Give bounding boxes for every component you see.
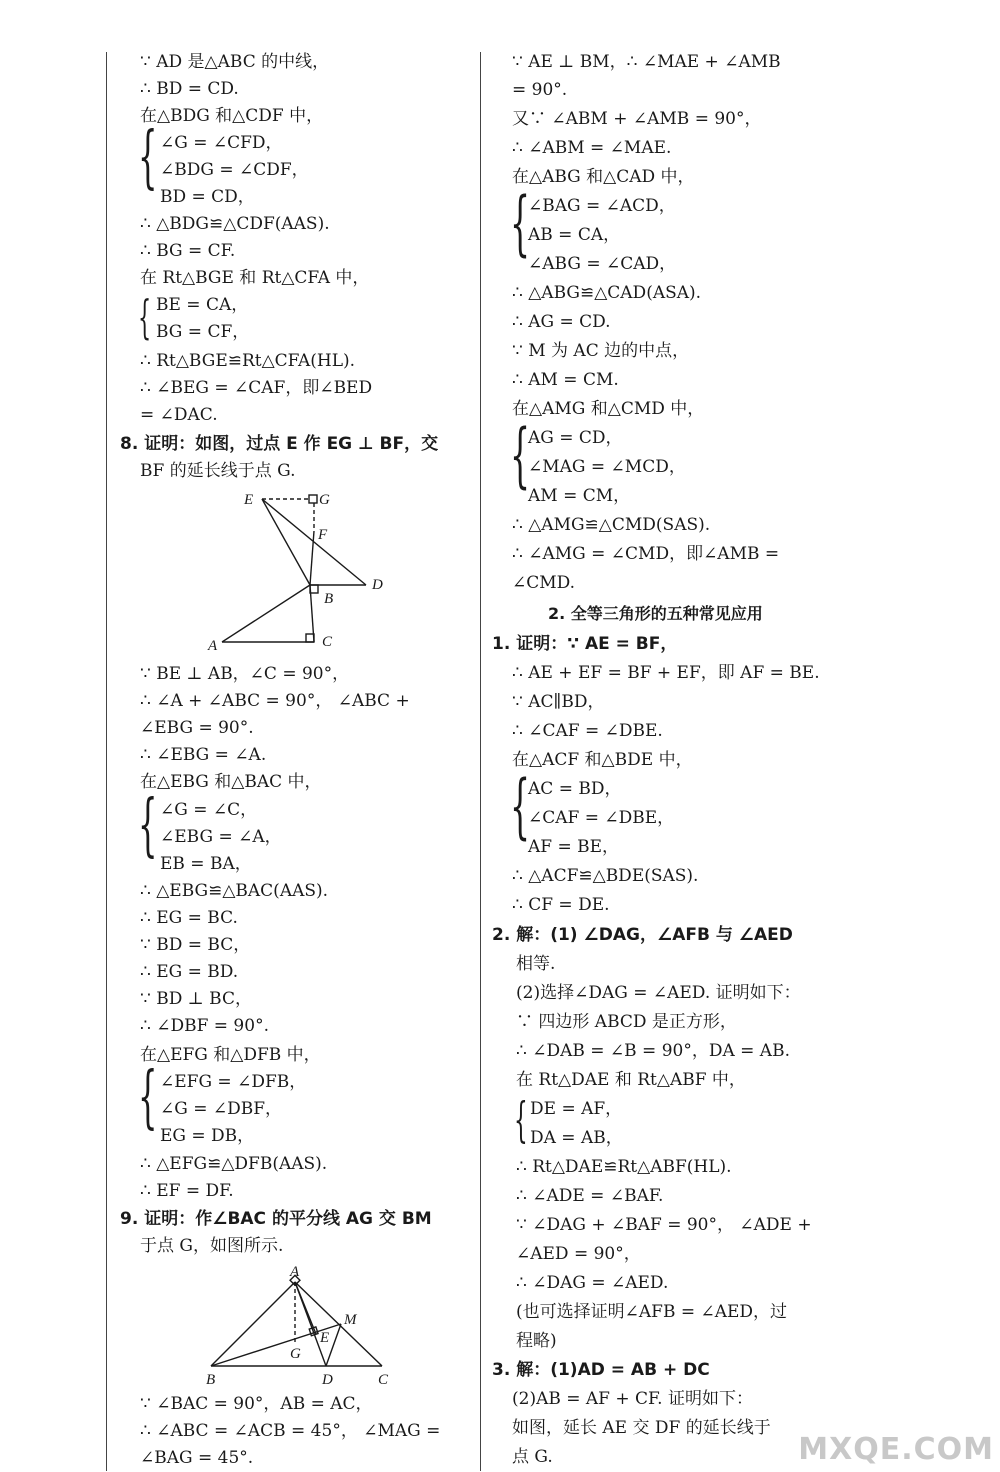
text-line: (2)AB = AF + CF. 证明如下： xyxy=(512,1389,753,1409)
fig9-label-C: C xyxy=(378,1372,389,1388)
text-line: ∵ M 为 AC 边的中点， xyxy=(512,341,690,361)
text-line: 又∵ ∠ABM + ∠AMB = 90°， xyxy=(512,109,762,129)
text-line: ∠BAG = 45°. xyxy=(140,1448,254,1468)
text-line: ∴ BD = CD. xyxy=(140,79,239,99)
text-line: DA = AB， xyxy=(530,1128,623,1148)
fig8-label-A: A xyxy=(208,638,218,654)
text-line: ∴ ∠AMG = ∠CMD，即∠AMB = xyxy=(512,544,780,564)
figure-9-diagram xyxy=(196,1262,406,1392)
text-line: ∠BAG = ∠ACD， xyxy=(528,196,676,216)
system-brace: { xyxy=(138,118,158,197)
text-line: 在△EFG 和△DFB 中， xyxy=(140,1045,321,1065)
system-brace: { xyxy=(514,1092,528,1148)
text-line: BF 的延长线于点 G. xyxy=(140,461,296,481)
text-line: ∴ Rt△BGE≌Rt△CFA(HL). xyxy=(140,351,356,371)
text-line: ∴ ∠CAF = ∠DBE. xyxy=(512,721,663,741)
text-line: ∴ △EBG≌△BAC(AAS). xyxy=(140,881,329,901)
fig8-label-C: C xyxy=(322,634,333,650)
text-line: ∠AED = 90°， xyxy=(516,1244,641,1264)
text-line: 在 Rt△DAE 和 Rt△ABF 中， xyxy=(516,1070,746,1090)
text-line: ∴ ∠DAG = ∠AED. xyxy=(516,1273,669,1293)
text-line: ∴ △ACF≌△BDE(SAS). xyxy=(512,866,699,886)
problem-1-heading: 1. 证明：∵ AE = BF， xyxy=(492,634,678,654)
system-brace: { xyxy=(138,786,158,865)
text-line: ∠CMD. xyxy=(512,573,576,593)
text-line: 在△ACF 和△BDE 中， xyxy=(512,750,693,770)
text-line: ∴ AE + EF = BF + EF，即 AF = BE. xyxy=(512,663,820,683)
text-line: ∵ BD = BC， xyxy=(140,935,251,955)
watermark-logo: MXQE.COM xyxy=(798,1432,994,1467)
fig9-label-M: M xyxy=(344,1312,357,1328)
text-line: 点 G. xyxy=(512,1447,553,1467)
text-line: ∴ AM = CM. xyxy=(512,370,619,390)
text-line: ∠BDG = ∠CDF， xyxy=(160,160,309,180)
text-line: ∴ ∠EBG = ∠A. xyxy=(140,745,267,765)
text-line: ∠G = ∠CFD， xyxy=(160,133,283,153)
fig8-label-D: D xyxy=(372,577,383,593)
text-line: ∴ △AMG≌△CMD(SAS). xyxy=(512,515,711,535)
text-line: DE = AF， xyxy=(530,1099,623,1119)
text-line: ∴ EF = DF. xyxy=(140,1181,234,1201)
text-line: (也可选择证明∠AFB = ∠AED，过 xyxy=(516,1302,788,1322)
fig9-label-B: B xyxy=(206,1372,216,1388)
fig8-label-E: E xyxy=(244,492,254,508)
text-line: ∴ △ABG≌△CAD(ASA). xyxy=(512,283,702,303)
text-line: ∠EFG = ∠DFB， xyxy=(160,1072,307,1092)
text-line: ∠CAF = ∠DBE， xyxy=(528,808,675,828)
fig9-label-A: A xyxy=(290,1264,300,1280)
text-line: ∵ AE ⊥ BM，∴ ∠MAE + ∠AMB xyxy=(512,52,781,72)
text-line: = 90°. xyxy=(512,80,568,100)
text-line: (2)选择∠DAG = ∠AED. 证明如下： xyxy=(516,983,801,1003)
system-brace: { xyxy=(510,765,531,847)
text-line: ∠G = ∠DBF， xyxy=(160,1099,283,1119)
text-line: 在△ABG 和△CAD 中， xyxy=(512,167,695,187)
text-line: ∴ ∠DAB = ∠B = 90°，DA = AB. xyxy=(516,1041,790,1061)
text-line: AF = BE， xyxy=(528,837,620,857)
text-line: 在△AMG 和△CMD 中， xyxy=(512,399,705,419)
fig9-label-D: D xyxy=(322,1372,333,1388)
text-line: 如图，延长 AE 交 DF 的延长线于 xyxy=(512,1418,771,1438)
text-line: AG = CD， xyxy=(528,428,623,448)
system-brace: { xyxy=(138,290,152,344)
text-line: ∴ EG = BC. xyxy=(140,908,238,928)
text-line: AM = CM， xyxy=(528,486,631,506)
text-line: ∵ AD 是△ABC 的中线， xyxy=(140,52,330,72)
text-line: ∠MAG = ∠MCD， xyxy=(528,457,686,477)
text-line: BE = CA， xyxy=(156,295,249,315)
text-line: ∵ BE ⊥ AB，∠C = 90°， xyxy=(140,664,350,684)
text-line: 在△EBG 和△BAC 中， xyxy=(140,772,322,792)
text-line: ∴ AG = CD. xyxy=(512,312,611,332)
text-line: BG = CF， xyxy=(156,322,250,342)
system-brace: { xyxy=(510,182,531,264)
text-line: ∠ABG = ∠CAD， xyxy=(528,254,677,274)
column-divider-middle xyxy=(480,52,481,1471)
text-line: ∴ △BDG≌△CDF(AAS). xyxy=(140,214,330,234)
text-line: 相等. xyxy=(516,954,556,974)
text-line: AB = CA， xyxy=(528,225,621,245)
text-line: EG = DB， xyxy=(160,1126,255,1146)
text-line: = ∠DAC. xyxy=(140,405,218,425)
text-line: 在△BDG 和△CDF 中， xyxy=(140,106,324,126)
fig8-label-B: B xyxy=(324,591,334,607)
fig8-label-F: F xyxy=(318,527,328,543)
text-line: ∴ ∠BEG = ∠CAF，即∠BED xyxy=(140,378,373,398)
text-line: ∵ AC∥BD， xyxy=(512,692,605,712)
text-line: ∴ BG = CF. xyxy=(140,241,236,261)
section-heading: 2. 全等三角形的五种常见应用 xyxy=(548,604,763,623)
text-line: EB = BA， xyxy=(160,854,252,874)
text-line: ∴ ∠ABM = ∠MAE. xyxy=(512,138,672,158)
text-line: ∴ CF = DE. xyxy=(512,895,610,915)
problem-3-heading: 3. 解：(1)AD = AB + DC xyxy=(492,1360,710,1380)
system-brace: { xyxy=(138,1058,158,1137)
text-line: ∵ BD ⊥ BC， xyxy=(140,989,252,1009)
text-line: ∵ ∠DAG + ∠BAF = 90°， ∠ADE + xyxy=(516,1215,812,1235)
text-line: ∠EBG = 90°. xyxy=(140,718,254,738)
text-line: ∴ Rt△DAE≌Rt△ABF(HL). xyxy=(516,1157,732,1177)
text-line: 程略) xyxy=(516,1331,557,1351)
text-line: ∴ ∠A + ∠ABC = 90°， ∠ABC + xyxy=(140,691,410,711)
text-line: 于点 G，如图所示. xyxy=(140,1236,284,1256)
problem-8-heading: 8. 证明：如图，过点 E 作 EG ⊥ BF，交 xyxy=(120,434,439,454)
text-line: ∴ ∠ABC = ∠ACB = 45°， ∠MAG = xyxy=(140,1421,441,1441)
fig8-label-G: G xyxy=(319,492,330,508)
problem-2-heading: 2. 解：(1) ∠DAG，∠AFB 与 ∠AED xyxy=(492,925,793,945)
system-brace: { xyxy=(510,414,531,496)
fig9-label-E: E xyxy=(320,1330,330,1346)
column-divider-left xyxy=(106,52,107,1471)
fig9-label-G: G xyxy=(290,1346,301,1362)
text-line: ∠G = ∠C， xyxy=(160,800,258,820)
text-line: ∴ EG = BD. xyxy=(140,962,239,982)
text-line: ∴ ∠ADE = ∠BAF. xyxy=(516,1186,664,1206)
text-line: ∴ △EFG≌△DFB(AAS). xyxy=(140,1154,328,1174)
text-line: ∴ ∠DBF = 90°. xyxy=(140,1016,269,1036)
text-line: ∵ 四边形 ABCD 是正方形， xyxy=(516,1012,737,1032)
text-line: AC = BD， xyxy=(528,779,622,799)
text-line: BD = CD， xyxy=(160,187,255,207)
text-line: 在 Rt△BGE 和 Rt△CFA 中， xyxy=(140,268,370,288)
problem-9-heading: 9. 证明：作∠BAC 的平分线 AG 交 BM xyxy=(120,1209,432,1229)
figure-8-diagram xyxy=(200,485,400,655)
text-line: ∵ ∠BAC = 90°，AB = AC， xyxy=(140,1394,373,1414)
text-line: ∠EBG = ∠A， xyxy=(160,827,282,847)
